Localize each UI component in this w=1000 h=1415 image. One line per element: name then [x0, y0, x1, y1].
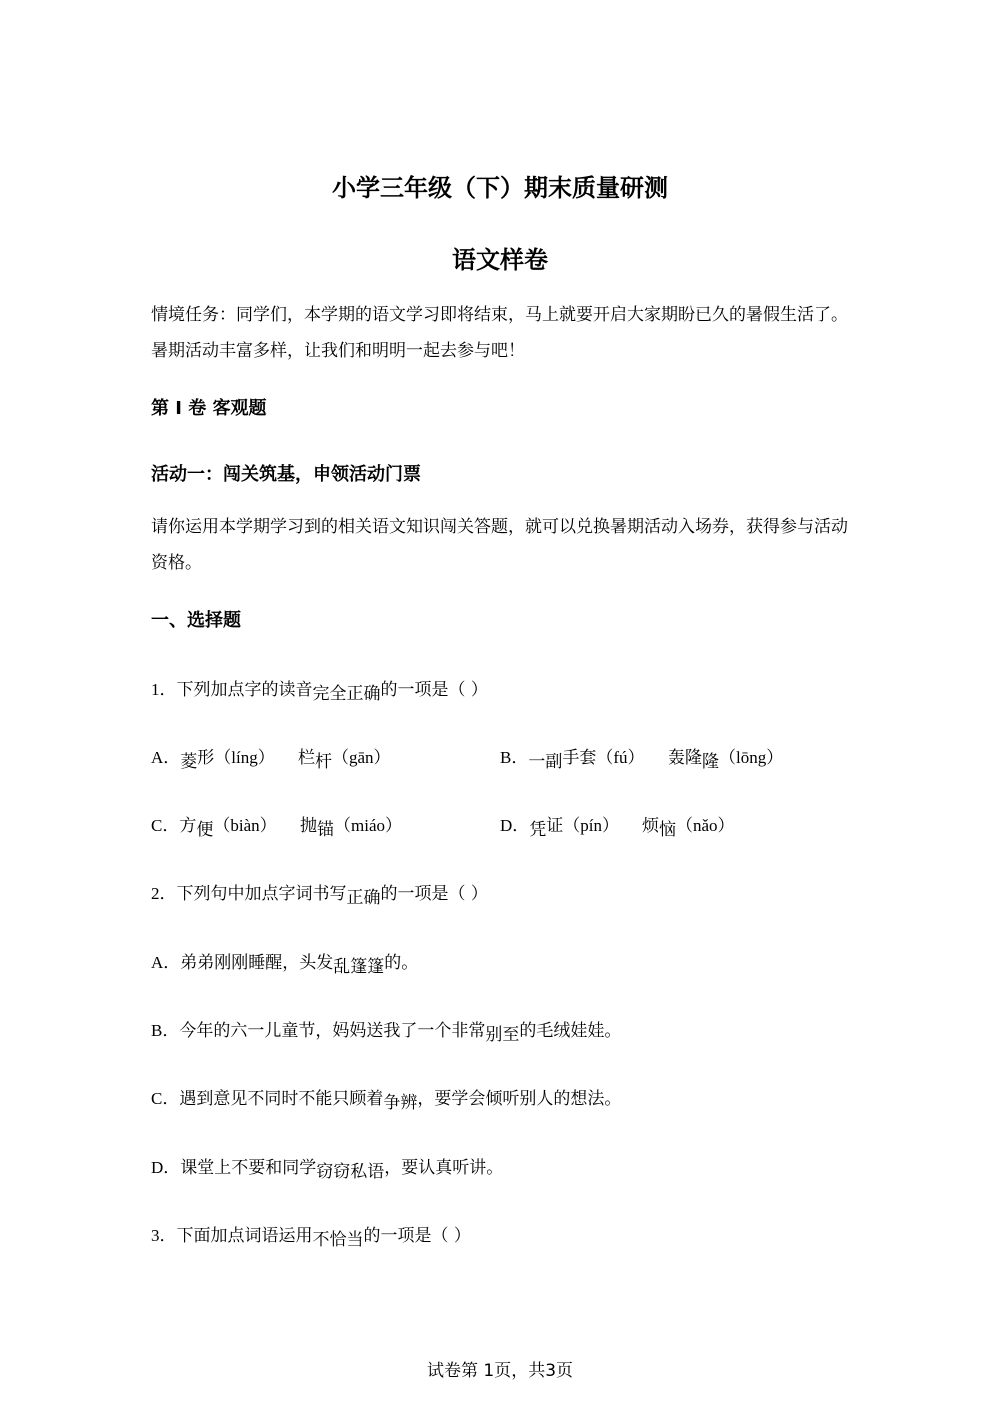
option-text: 轰隆 [668, 748, 702, 768]
emphasized-text: 正确 [346, 888, 381, 908]
option-label: B． [500, 748, 529, 767]
pinyin: （miáo） [334, 816, 402, 835]
emphasized-text: 不恰当 [312, 1230, 364, 1250]
option-b-word2 [668, 743, 784, 772]
option-text: 手套 [562, 748, 597, 768]
activity-description: 请你运用本学期学习到的相关语文知识闯关答题，就可以兑换暑期活动入场券，获得参与活动资格。 [151, 517, 848, 573]
page-title: 小学三年级（下）期末质量研测 [332, 174, 668, 202]
option-d[interactable] [500, 811, 620, 840]
option-label: C． [151, 816, 180, 835]
option-label: D． [500, 816, 530, 835]
dotted-char: 隆 [702, 752, 719, 772]
pinyin: （fú） [596, 748, 645, 767]
question-text: 的一项是（ ） [363, 1226, 471, 1246]
option-b[interactable] [151, 1016, 622, 1045]
pinyin: （nǎo） [676, 816, 735, 835]
option-text: 栏 [298, 748, 315, 768]
option-label: D． [151, 1158, 181, 1177]
option-text: 弟弟刚刚睡醒，头发 [180, 953, 334, 973]
option-text: ，要认真听讲。 [384, 1158, 504, 1178]
dotted-word: 别至 [485, 1025, 520, 1045]
option-c[interactable] [151, 811, 277, 840]
pinyin: （pín） [563, 816, 620, 835]
option-a[interactable] [151, 743, 275, 772]
question-2 [151, 879, 488, 908]
pinyin: （líng） [214, 748, 275, 767]
option-a-word2 [298, 743, 391, 772]
option-text: 方 [179, 816, 197, 836]
option-a[interactable] [151, 948, 419, 977]
activity-heading: 活动一：闯关筑基，申领活动门票 [151, 464, 421, 485]
page-subtitle: 语文样卷 [452, 246, 548, 274]
dotted-char: 凭 [529, 820, 547, 840]
dotted-char: 恼 [659, 820, 676, 840]
option-text: 烦 [642, 816, 659, 836]
option-d[interactable] [151, 1153, 504, 1182]
page-footer: 试卷第 1页，共3页 [426, 1361, 574, 1381]
question-text: 的一项是（ ） [380, 680, 488, 700]
option-label: A． [151, 953, 181, 972]
option-text: 课堂上不要和同学 [180, 1158, 317, 1178]
section-heading: 一、选择题 [151, 610, 241, 631]
dotted-char: 锚 [317, 820, 334, 840]
option-text: 证 [546, 816, 564, 836]
question-text: 下面加点词语运用 [176, 1226, 313, 1246]
option-text: 形 [197, 748, 215, 768]
question-number: 1． [151, 680, 177, 699]
option-text: 遇到意见不同时不能只顾着 [179, 1089, 384, 1109]
option-label: B． [151, 1021, 180, 1040]
pinyin: （gān） [332, 748, 391, 767]
option-label: C． [151, 1089, 180, 1108]
option-text: 一 [528, 752, 546, 772]
dotted-word: 乱篷篷 [333, 957, 385, 977]
option-text: 抛 [300, 816, 317, 836]
pinyin: （lōng） [719, 748, 784, 767]
dotted-char: 菱 [180, 752, 198, 772]
option-text: ，要学会倾听别人的想法。 [417, 1089, 622, 1109]
question-number: 2． [151, 884, 177, 903]
option-label: A． [151, 748, 181, 767]
part-heading: 第 I 卷 客观题 [151, 398, 267, 419]
intro-text: 情境任务：同学们，本学期的语文学习即将结束，马上就要开启大家期盼已久的暑假生活了。暑期活动丰富多样，让我们和明明一起去参与吧！ [151, 305, 848, 361]
option-text: 的。 [384, 953, 419, 973]
option-b[interactable] [500, 743, 645, 772]
option-c-word2 [300, 811, 402, 840]
question-number: 3． [151, 1226, 177, 1245]
question-text: 下列句中加点字词书写 [176, 884, 347, 904]
option-text: 今年的六一儿童节，妈妈送我了一个非常 [179, 1021, 486, 1041]
question-text: 的一项是（ ） [380, 884, 488, 904]
dotted-char: 便 [196, 820, 214, 840]
option-d-word2 [642, 811, 735, 840]
dotted-char: 副 [545, 752, 563, 772]
question-3 [151, 1221, 471, 1250]
dotted-word: 争辨 [383, 1093, 418, 1113]
emphasized-text: 完全正确 [312, 684, 381, 704]
dotted-char: 杆 [315, 752, 332, 772]
question-1 [151, 675, 488, 704]
pinyin: （biàn） [213, 816, 277, 835]
option-text: 的毛绒娃娃。 [519, 1021, 622, 1041]
option-c[interactable] [151, 1084, 622, 1113]
question-text: 下列加点字的读音 [176, 680, 313, 700]
dotted-word: 窃窃私语 [316, 1162, 385, 1182]
